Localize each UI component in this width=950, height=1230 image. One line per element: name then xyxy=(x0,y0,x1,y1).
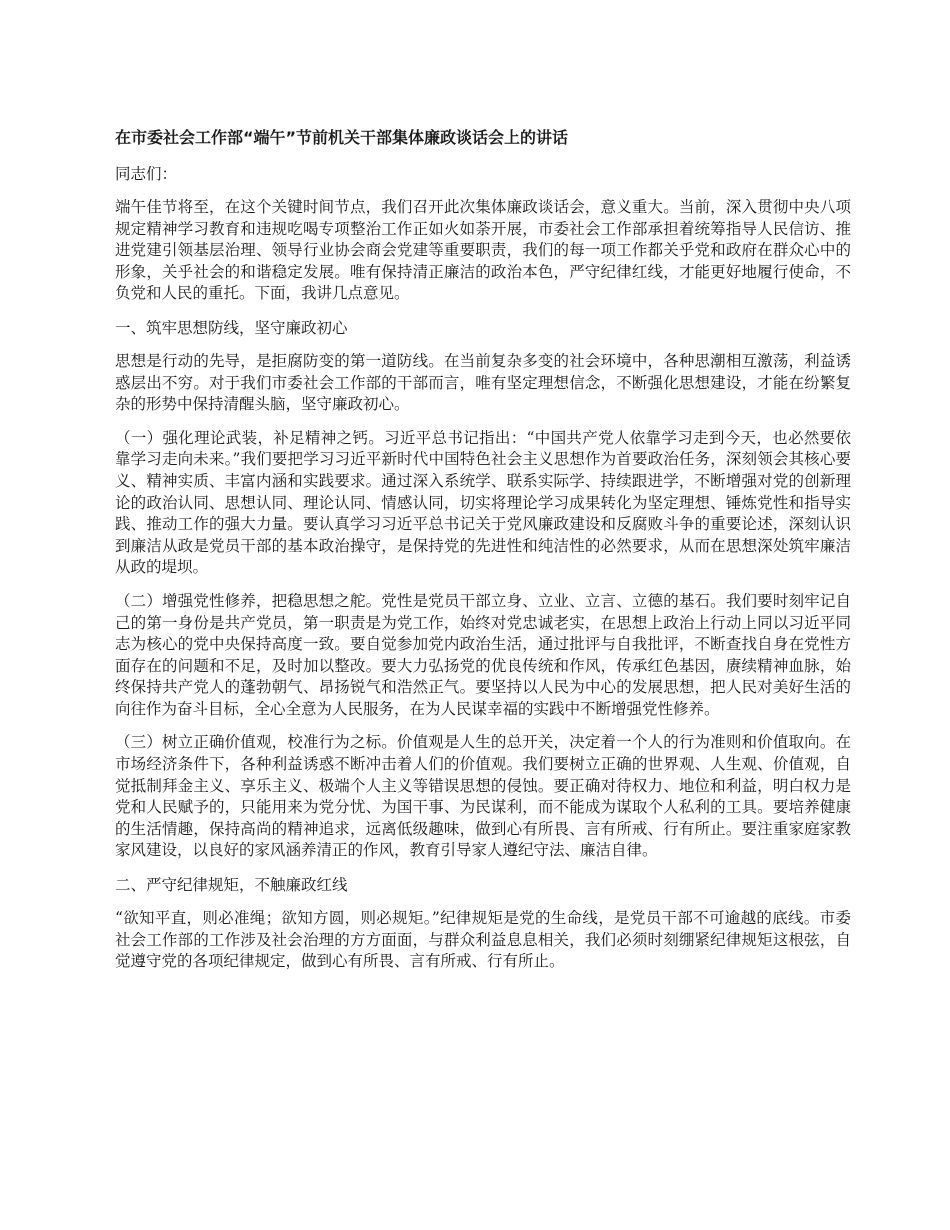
intro-paragraph: 端午佳节将至，在这个关键时间节点，我们召开此次集体廉政谈话会，意义重大。当前，深入贯彻中央八项规定精神学习教育和违规吃喝专项整治工作正如火如荼开展，市委社会工作部承担着统筹指导人民信访、推进党建引领基层治理、领导行业协会商会党建等重要职责，我们的每一项工作都关乎党和政府在群众心中的形象，关乎社会的和谐稳定发展。唯有保持清正廉洁的政治本色，严守纪律红线，才能更好地履行使命，不负党和人民的重托。下面，我讲几点意见。 xyxy=(115,198,851,303)
section-1-point-3: （三）树立正确价值观，校准行为之标。价值观是人生的总开关，决定着一个人的行为准则和价值取向。在市场经济条件下，各种利益诱惑不断冲击着人们的价值观。我们要树立正确的世界观、人生观、价值观，自觉抵制拜金主义、享乐主义、极端个人主义等错误思想的侵蚀。要正确对待权力、地位和利益，明白权力是党和人民赋予的，只能用来为党分忧、为国干事、为民谋利，而不能成为谋取个人私利的工具。要培养健康的生活情趣，保持高尚的精神追求，远离低级趣味，做到心有所畏、言有所戒、行有所止。要注重家庭家教家风建设，以良好的家风涵养清正的作风，教育引导家人遵纪守法、廉洁自律。 xyxy=(115,733,851,860)
section-2-intro: “欲知平直，则必准绳；欲知方圆，则必规矩。”纪律规矩是党的生命线，是党员干部不可逾越的底线。市委社会工作部的工作涉及社会治理的方方面面，与群众利益息息相关，我们必须时刻绷紧纪律规矩这根弦，自觉遵守党的各项纪律规定，做到心有所畏、言有所戒、行有所止。 xyxy=(115,909,851,971)
section-1-point-2: （二）增强党性修养，把稳思想之舵。党性是党员干部立身、立业、立言、立德的基石。我们要时刻牢记自己的第一身份是共产党员，第一职责是为党工作，始终对党忠诚老实，在思想上政治上行动上同以习近平同志为核心的党中央保持高度一致。要自觉参加党内政治生活，通过批评与自我批评，不断查找自身在党性方面存在的问题和不足，及时加以整改。要大力弘扬党的优良传统和作风，传承红色基因，赓续精神血脉，始终保持共产党人的蓬勃朝气、昂扬锐气和浩然正气。要坚持以人民为中心的发展思想，把人民对美好生活的向往作为奋斗目标，全心全意为人民服务，在为人民谋幸福的实践中不断增强党性修养。 xyxy=(115,591,851,718)
section-1-heading: 一、筑牢思想防线，坚守廉政初心 xyxy=(115,318,348,337)
section-2-heading: 二、严守纪律规矩，不触廉政红线 xyxy=(115,876,348,895)
section-1-point-1: （一）强化理论武装，补足精神之钙。习近平总书记指出：“中国共产党人依靠学习走到今天，也必然要依靠学习走向未来。”我们要把学习习近平新时代中国特色社会主义思想作为首要政治任务，深刻领会其核心要义、精神实质、丰富内涵和实践要求。通过深入系统学、联系实际学、持续跟进学，不断增强对党的创新理论的政治认同、思想认同、理论认同、情感认同，切实将理论学习成果转化为坚定理想、锤炼党性和指导实践、推动工作的强大力量。要认真学习习近平总书记关于党风廉政建设和反腐败斗争的重要论述，深刻认识到廉洁从政是党员干部的基本政治操守，是保持党的先进性和纯洁性的必然要求，从而在思想深处筑牢廉洁从政的堤坝。 xyxy=(115,428,851,577)
document-title: 在市委社会工作部“端午”节前机关干部集体廉政谈话会上的讲话 xyxy=(115,128,569,147)
document-page xyxy=(115,126,851,985)
greeting: 同志们： xyxy=(115,165,178,183)
section-1-intro: 思想是行动的先导，是拒腐防变的第一道防线。在当前复杂多变的社会环境中，各种思潮相互激荡，利益诱惑层出不穷。对于我们市委社会工作部的干部而言，唯有坚定理想信念，不断强化思想建设，才能在纷繁复杂的形势中保持清醒头脑，坚守廉政初心。 xyxy=(115,351,851,414)
